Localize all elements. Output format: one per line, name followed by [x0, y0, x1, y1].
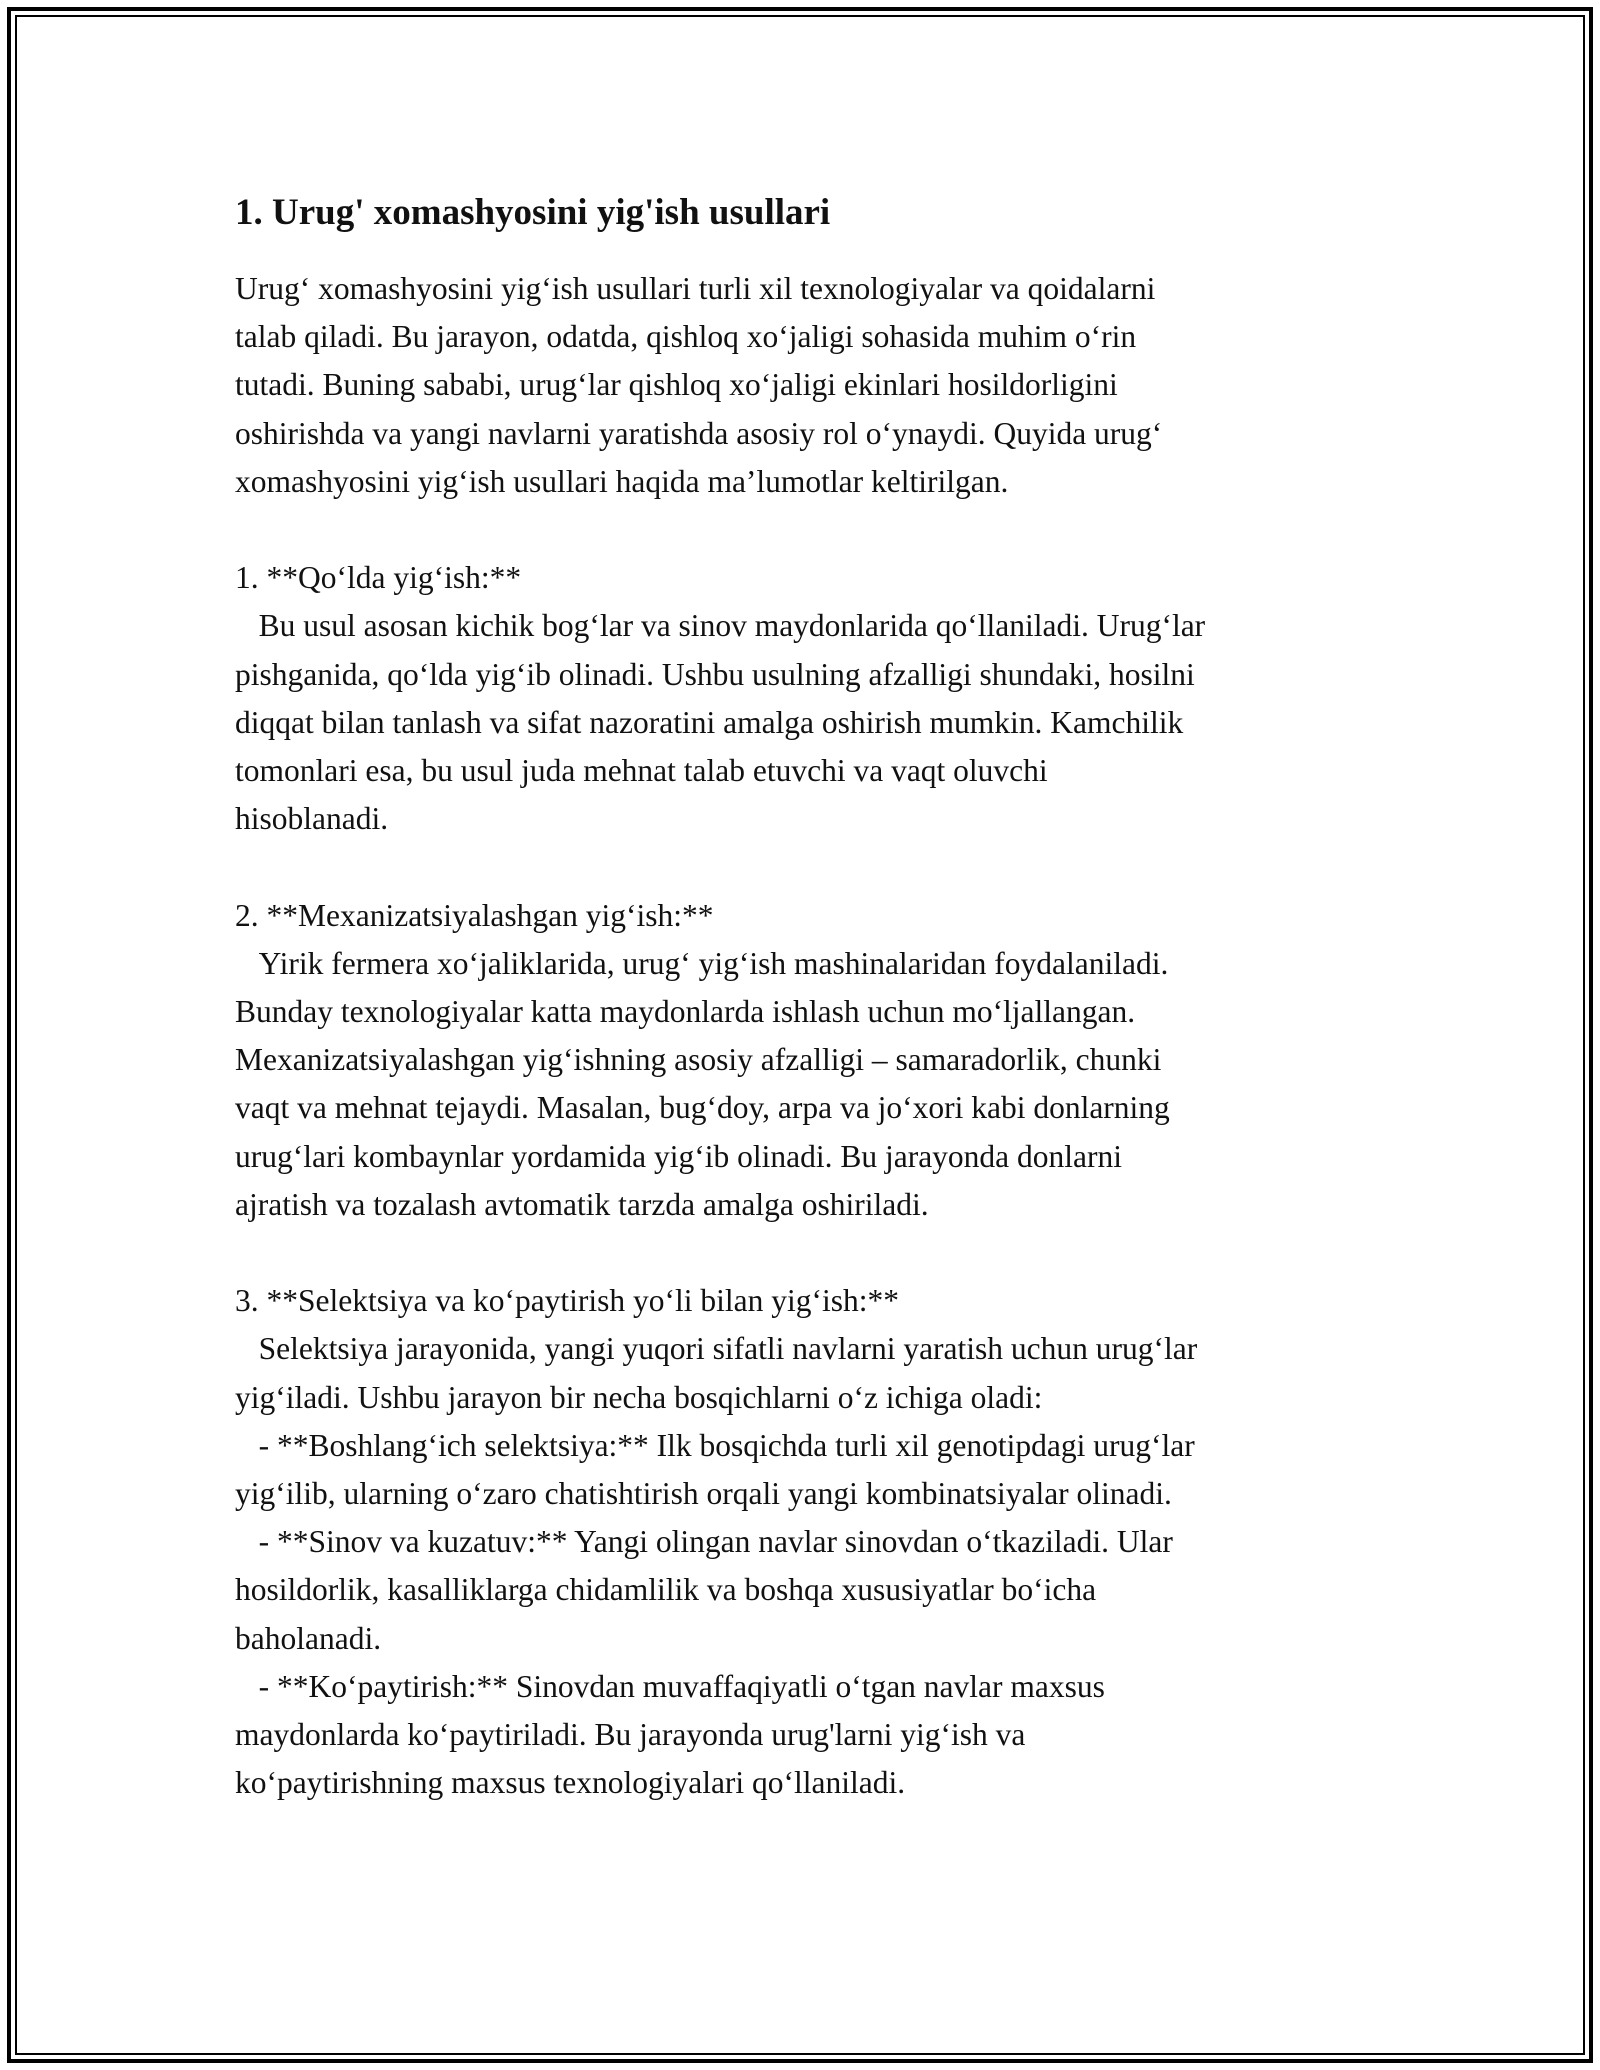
- intro-paragraph: Urug‘ xomashyosini yig‘ish usullari turli xil texnologiyalar va qoidalarni talab qiladi. Bu jarayon, odatda, qishloq xo‘jaligi sohasida muhim o‘rin tutadi. Buning sababi, urug‘lar qishloq xo‘jaligi ekinlari hosildorligini oshirishda va yangi navlarni yaratishda asosiy rol o‘ynaydi. Quyida urug‘ xomashyosini yig‘ish usullari haqida ma’lumotlar keltirilgan.: [235, 271, 1163, 499]
- section-manual-harvest: 1. **Qo‘lda yig‘ish:** Bu usul asosan kichik bog‘lar va sinov maydonlarida qo‘llaniladi. Urug‘lar pishganida, qo‘lda yig‘ib olinadi. Ushbu usulning afzalligi shundaki, hosilni diqqat bilan tanlash va sifat nazoratini amalga oshirish mumkin. Kamchilik tomonlari esa, bu usul juda mehnat talab etuvchi va vaqt oluvchi hisoblanadi.: [235, 560, 1206, 837]
- section-selection-harvest: 3. **Selektsiya va ko‘paytirish yo‘li bilan yig‘ish:** Selektsiya jarayonida, yangi yuqori sifatli navlarni yaratish uchun urug‘lar yig‘iladi. Ushbu jarayon bir necha bosqichlarni o‘z ichiga oladi: - **Boshlang‘ich selektsiya:** Ilk bosqichda turli xil genotipdagi urug‘lar yig‘ilib, ularning o‘zaro chatishtirish orqali yangi kombinatsiyalar olinadi. - **Sinov va kuzatuv:** Yangi olingan navlar sinovdan o‘tkaziladi. Ular hosildorlik, kasalliklarga chidamlilik va boshqa xususiyatlar bo‘icha baholanadi. - **Ko‘paytirish:** Sinovdan muvaffaqiyatli o‘tgan navlar maxsus maydonlarda ko‘paytiriladi. Bu jarayonda urug'larni yig‘ish va ko‘paytirishning maxsus texnologiyalari qo‘llaniladi.: [235, 1283, 1198, 1801]
- spacer-line: [235, 506, 1375, 554]
- spacer-line: [235, 1229, 1375, 1277]
- section-mechanized-harvest: 2. **Mexanizatsiyalashgan yig‘ish:** Yirik fermera xo‘jaliklarida, urug‘ yig‘ish mashinalaridan foydalaniladi. Bunday texnologiyalar katta maydonlarda ishlash uchun mo‘ljallangan. Mexanizatsiyalashgan yig‘ishning asosiy afzalligi – samaradorlik, chunki vaqt va mehnat tejaydi. Masalan, bug‘doy, arpa va jo‘xori kabi donlarning urug‘lari kombaynlar yordamida yig‘ib olinadi. Bu jarayonda donlarni ajratish va tozalash avtomatik tarzda amalga oshiriladi.: [235, 897, 1170, 1222]
- document-content: [235, 187, 1375, 1808]
- document-title: 1. Urug' xomashyosini yig'ish usullari: [235, 192, 831, 233]
- spacer-line: [235, 843, 1375, 891]
